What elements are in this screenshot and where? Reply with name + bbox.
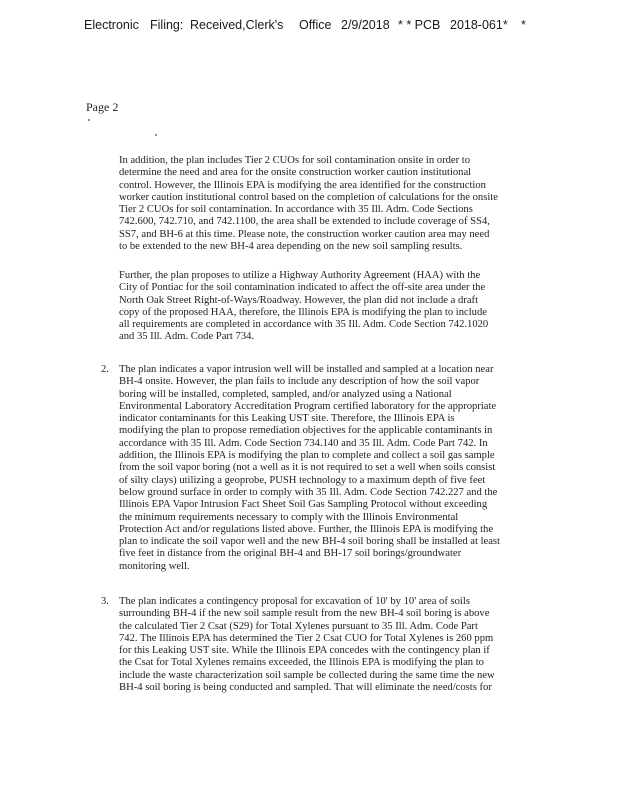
text-line: copy of the proposed HAA, therefore, the Illinois EPA is modifying the plan to include: [119, 306, 487, 318]
text-line: control. However, the Illinois EPA is modifying the area identified for the construction: [119, 179, 486, 191]
fax-header-part: Received,Clerk's: [190, 18, 284, 32]
text-line: the Csat for Total Xylenes remains exceeded, the Illinois EPA is modifying the plan to: [119, 657, 484, 669]
text-line: City of Pontiac for the soil contamination indicated to affect the off-site area under the: [119, 282, 486, 294]
fax-header-part: * * PCB: [398, 18, 441, 32]
fax-header-part: Filing:: [150, 18, 184, 32]
fax-header-part: 2018-061*: [450, 18, 508, 32]
text-line: plan to indicate the soil vapor well and the new BH-4 soil boring shall be installed at least: [119, 536, 500, 548]
text-line: North Oak Street Right-of-Ways/Roadway. However, the plan did not include a draft: [119, 294, 479, 306]
text-line: Further, the plan proposes to utilize a Highway Authority Agreement (HAA) with the: [119, 270, 481, 281]
text-line: for this Leaking UST site. While the Illinois EPA concedes with the contingency plan if: [119, 645, 490, 657]
text-line: BH-4 soil boring is being conducted and sampled. That will eliminate the need/costs for: [119, 682, 492, 694]
text-line: of silty clays) utilizing a geoprobe, PUSH technology to a maximum depth of five feet: [119, 474, 486, 486]
text-line: determine the need and area for the onsite construction worker caution institutional: [119, 167, 472, 179]
text-line: all requirements are completed in accordance with 35 Ill. Adm. Code Section 742.1020: [119, 319, 489, 331]
text-line: BH-4 onsite. However, the plan fails to include any description of how the soil vapor: [119, 376, 480, 388]
text-line: monitoring well.: [119, 560, 190, 572]
list-item-text: [119, 364, 500, 573]
text-line: modifying the plan to propose remediation objectives for the applicable contaminants in: [119, 425, 493, 437]
fax-header: [0, 18, 618, 38]
fax-header-part: Office: [299, 18, 332, 32]
text-line: 742.600, 742.710, and 742.1100, the area shall be extended to include coverage of SS4,: [119, 216, 490, 228]
text-line: to be extended to the new BH-4 area depending on the new soil sampling results.: [119, 241, 463, 253]
list-item-text: [119, 596, 495, 694]
paragraph: [119, 155, 498, 253]
text-line: worker caution institutional control based on the completion of calculations for the onsite: [119, 191, 498, 203]
list-item-number: 2.: [101, 364, 109, 375]
text-line: Environmental Laboratory Accreditation Program certified laboratory for the appropriate: [119, 400, 497, 412]
fax-header-part: *: [521, 18, 526, 32]
text-line: the minimum requirements necessary to comply with the Illinois Environmental: [119, 511, 459, 523]
text-line: The plan indicates a vapor intrusion well will be installed and sampled at a location near: [119, 364, 494, 375]
text-line: from the soil vapor boring (not a well as it is not required to set a well when soils consist: [119, 462, 496, 474]
text-line: accordance with 35 Ill. Adm. Code Section 734.140 and 35 Ill. Adm. Code Part 742. In: [119, 437, 488, 449]
text-line: boring will be installed, completed, sampled, and/or analyzed using a National: [119, 388, 452, 400]
text-line: surrounding BH-4 if the new soil sample result from the new BH-4 soil boring is above: [119, 608, 490, 620]
text-line: The plan indicates a contingency proposal for excavation of 10' by 10' area of soils: [119, 596, 470, 607]
text-line: the calculated Tier 2 Csat (S29) for Total Xylenes pursuant to 35 Ill. Adm. Code Part: [119, 620, 478, 632]
text-line: addition, the Illinois EPA is modifying the plan to complete and collect a soil gas sample: [119, 450, 495, 462]
list-item-number: 3.: [101, 596, 109, 607]
text-line: In addition, the plan includes Tier 2 CUOs for soil contamination onsite in order to: [119, 155, 471, 166]
fax-header-part: 2/9/2018: [341, 18, 390, 32]
fax-header-part: Electronic: [84, 18, 139, 32]
text-line: Tier 2 CUOs for soil contamination. In accordance with 35 Ill. Adm. Code Sections: [119, 204, 473, 216]
text-line: five feet in distance from the original BH-4 and BH-17 soil borings/groundwater: [119, 548, 462, 560]
text-line: indicator contaminants for this Leaking UST site. Therefore, the Illinois EPA is: [119, 413, 455, 425]
scan-speck: [88, 119, 90, 121]
text-line: below ground surface in order to comply with 35 Ill. Adm. Code Section 742.227 and the: [119, 486, 498, 498]
paragraph: [119, 270, 488, 344]
page-number-label: Page 2: [86, 100, 119, 114]
text-line: Protection Act and/or regulations listed above. Further, the Illinois EPA is modifying the: [119, 523, 494, 535]
text-line: Illinois EPA Vapor Intrusion Fact Sheet Soil Gas Sampling Protocol without exceeding: [119, 499, 488, 511]
text-line: include the waste characterization soil sample be collected during the same time the new: [119, 669, 495, 681]
text-line: 742. The Illinois EPA has determined the Tier 2 Csat CUO for Total Xylenes is 260 ppm: [119, 632, 494, 644]
scan-speck: [155, 134, 157, 136]
text-line: and 35 Ill. Adm. Code Part 734.: [119, 331, 255, 343]
text-line: SS7, and BH-6 at this time. Please note, the construction worker caution area may need: [119, 228, 490, 240]
